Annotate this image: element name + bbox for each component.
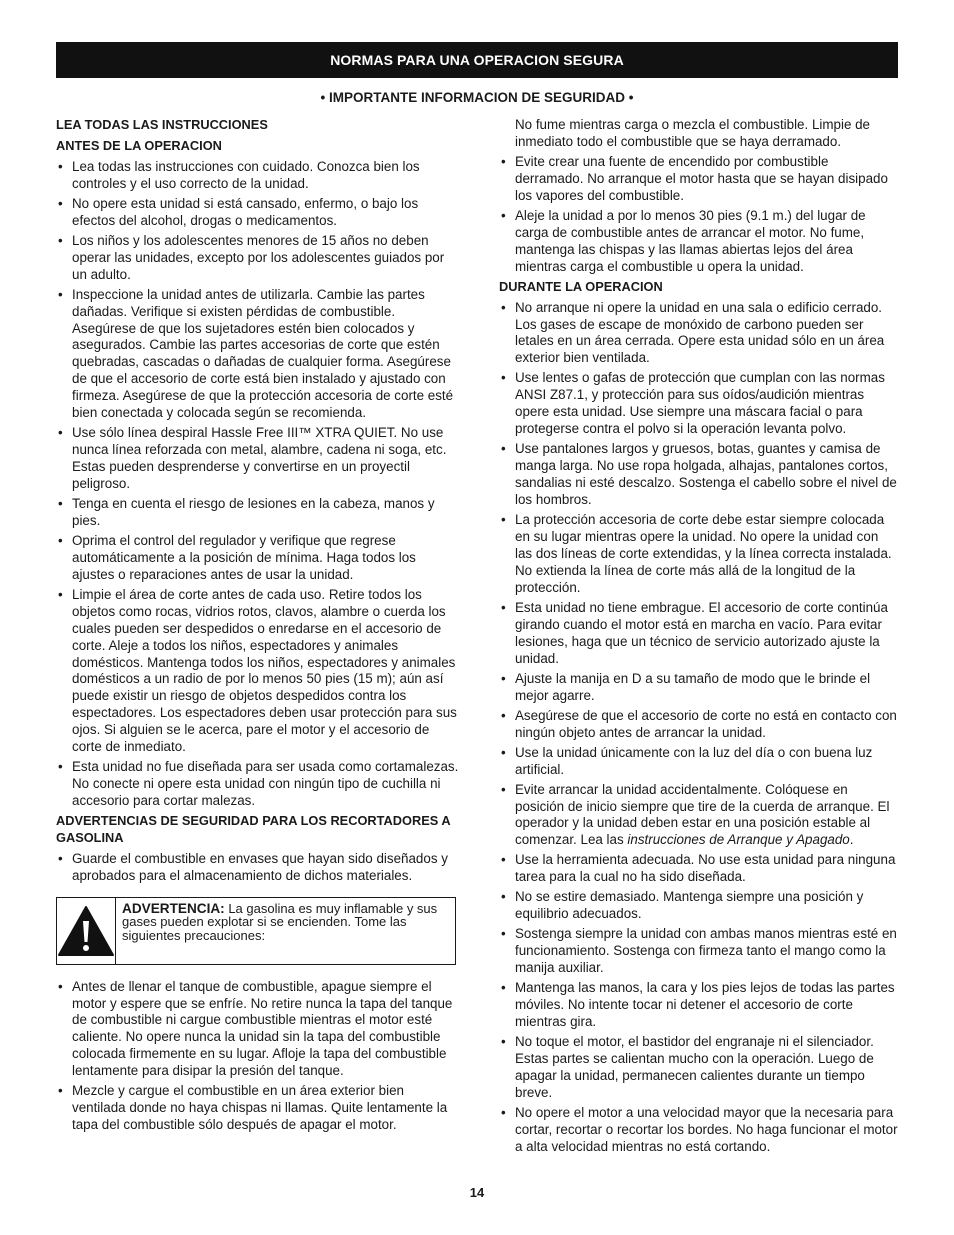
list-item: • Guarde el combustible en envases que hayan sido diseñados y aprobados para el almacenamiento de dichos materiales. bbox=[56, 851, 460, 885]
section-header-bar bbox=[56, 42, 898, 78]
warning-triangle-icon bbox=[57, 905, 115, 957]
before-operation-list bbox=[56, 159, 460, 810]
fuel-precautions-list bbox=[56, 979, 460, 1134]
fuel-ignition-list bbox=[499, 154, 899, 276]
warning-body: La gasolina es muy inflamable y sus gases pueden explotar si se encienden. Tome las siguientes precauciones: bbox=[122, 900, 438, 943]
section-title: NORMAS PARA UNA OPERACION SEGURA bbox=[330, 52, 624, 68]
list-item: • Use la herramienta adecuada. No use esta unidad para ninguna tarea para la cual no ha sido diseñada. bbox=[499, 852, 899, 886]
list-item: • Sostenga siempre la unidad con ambas manos mientras esté en funcionamiento. Sostenga con firmeza tanto el mango como la manija auxiliar. bbox=[499, 926, 899, 977]
list-item: • Inspeccione la unidad antes de utilizarla. Cambie las partes dañadas. Verifique si existen pérdidas de combustible. Asegúrese de que los sujetadores estén bien colocados y asegurados. Cambie las partes accesorias de corte que estén quebradas, cascadas o dañadas de cualquier forma. Asegúrese de que el accesorio de corte está bien instalado y ajustado con firmeza. Asegúrese de que la protección accesoria de corte esté bien conectada y colocada según se recomienda. bbox=[56, 287, 460, 422]
page-number: 14 bbox=[469, 1185, 485, 1200]
heading-gasoline-warnings: ADVERTENCIAS DE SEGURIDAD PARA LOS RECORTADORES A GASOLINA bbox=[56, 813, 451, 845]
list-item: • No opere el motor a una velocidad mayor que la necesaria para cortar, recortar o recortar los bordes. No haga funcionar el motor a alta velocidad mientras no está cortando. bbox=[499, 1105, 899, 1156]
continuation-text: No fume mientras carga o mezcla el combustible. Limpie de inmediato todo el combustible que se haya derramado. bbox=[515, 117, 871, 149]
list-item bbox=[499, 782, 899, 850]
list-item: • Oprima el control del regulador y verifique que regrese automáticamente a la posición de mínima. Haga todos los ajustes o reparaciones antes de usar la unidad. bbox=[56, 533, 460, 584]
list-item: • Evite crear una fuente de encendido por combustible derramado. No arranque el motor hasta que se hayan disipado los vapores del combustible. bbox=[499, 154, 899, 205]
start-item-end: . bbox=[849, 832, 854, 848]
list-item: • Mantenga las manos, la cara y los pies lejos de todas las partes móviles. No intente tocar ni detener el accesorio de corte mientras gira. bbox=[499, 980, 899, 1031]
list-item: • No arranque ni opere la unidad en una sala o edificio cerrado. Los gases de escape de monóxido de carbono pueden ser letales en un área cerrada. Opere esta unidad sólo en un área exterior bien ventilada. bbox=[499, 300, 899, 368]
during-operation-list bbox=[499, 300, 899, 1156]
list-item: • Tenga en cuenta el riesgo de lesiones en la cabeza, manos y pies. bbox=[56, 496, 460, 530]
list-item: • Use la unidad únicamente con la luz del día o con buena luz artificial. bbox=[499, 745, 899, 779]
warning-text bbox=[116, 898, 455, 964]
list-item: • Use pantalones largos y gruesos, botas, guantes y camisa de manga larga. No use ropa holgada, alhajas, pantalones cortos, sandalias ni esté descalzo. Sostenga el cabello sobre el nivel de los hombros. bbox=[499, 441, 899, 509]
start-item-italic: instrucciones de Arranque y Apagado bbox=[627, 832, 850, 848]
list-item: • Antes de llenar el tanque de combustible, apague siempre el motor y espere que se enfríe. No retire nunca la tapa del tanque de combustible ni cargue combustible mientras el motor esté caliente. No opere nunca la unidad sin la tapa del combustible colocada firmemente en su lugar. Afloje la tapa del combustible lentamente para disipar la presión del tanque. bbox=[56, 979, 460, 1080]
heading-read-instructions: LEA TODAS LAS INSTRUCCIONES bbox=[56, 117, 268, 132]
gasoline-list bbox=[56, 851, 460, 885]
right-column bbox=[499, 117, 899, 1159]
important-info-subheading: • IMPORTANTE INFORMACION DE SEGURIDAD • bbox=[320, 90, 634, 105]
heading-before-operation: ANTES DE LA OPERACION bbox=[56, 137, 222, 153]
list-item: • Use lentes o gafas de protección que cumplan con las normas ANSI Z87.1, y protección para sus oídos/audición mientras opere esta unidad. Use siempre una máscara facial o para protegerse contra el polvo si la operación levanta polvo. bbox=[499, 370, 899, 438]
warning-box bbox=[56, 897, 456, 965]
list-item: • No se estire demasiado. Mantenga siempre una posición y equilibrio adecuados. bbox=[499, 889, 899, 923]
list-item: • No toque el motor, el bastidor del engranaje ni el silenciador. Estas partes se calientan mucho con la operación. Luego de apagar la unidad, permanecen calientes durante un tiempo breve. bbox=[499, 1034, 899, 1102]
list-item: • Limpie el área de corte antes de cada uso. Retire todos los objetos como rocas, vidrios rotos, clavos, alambre o cuerda los cuales pueden ser despedidos o enredarse en el accesorio de corte. Aleje a todos los niños, espectadores y animales domésticos. Mantenga todos los niños, espectadores y animales domésticos a un radio de por lo menos 50 pies (15 m); aún así puede existir un riesgo de objetos despedidos contra los espectadores. Los espectadores deben usar protección para sus ojos. Si alguien se le acerca, pare el motor y el accesorio de corte de inmediato. bbox=[56, 587, 460, 756]
left-column bbox=[56, 117, 460, 1137]
warning-title: ADVERTENCIA: bbox=[122, 900, 225, 916]
list-item: • Asegúrese de que el accesorio de corte no está en contacto con ningún objeto antes de arrancar la unidad. bbox=[499, 708, 899, 742]
list-item: • Ajuste la manija en D a su tamaño de modo que le brinde el mejor agarre. bbox=[499, 671, 899, 705]
list-item: • Use sólo línea despiral Hassle Free III™ XTRA QUIET. No use nunca línea reforzada con metal, alambre, cadena ni soga, etc. Estas pueden desprenderse y convertirse en un proyectil peligroso. bbox=[56, 425, 460, 493]
list-item: • Mezcle y cargue el combustible en un área exterior bien ventilada donde no haya chispas ni llamas. Quite lentamente la tapa del combustible sólo después de apagar el motor. bbox=[56, 1083, 460, 1134]
start-item-text: Evite arrancar la unidad accidentalmente. Colóquese en posición de inicio siempre que tire de la cuerda de arranque. El operador y la unidad deben estar en una posición estable al comenzar. Lea las bbox=[515, 781, 890, 848]
warning-icon-cell bbox=[57, 898, 116, 964]
list-item: • Esta unidad no fue diseñada para ser usada como cortamalezas. No conecte ni opere esta unidad con ningún tipo de cuchilla ni accesorio para cortar malezas. bbox=[56, 759, 460, 810]
list-item: • La protección accesoria de corte debe estar siempre colocada en su lugar mientras opere la unidad. No opere la unidad con las dos líneas de corte extendidas, y la línea correcta instalada. No extienda la línea de corte más allá de la longitud de la protección. bbox=[499, 512, 899, 597]
list-item: • Aleje la unidad a por lo menos 30 pies (9.1 m.) del lugar de carga de combustible antes de arrancar el motor. No fume, mantenga las chispas y las llamas abiertas lejos del área mientras carga el combustible u opera la unidad. bbox=[499, 208, 899, 276]
list-item: • No opere esta unidad si está cansado, enfermo, o bajo los efectos del alcohol, drogas o medicamentos. bbox=[56, 196, 460, 230]
heading-during-operation: DURANTE LA OPERACION bbox=[499, 278, 663, 294]
list-item: • Esta unidad no tiene embrague. El accesorio de corte continúa girando cuando el motor está en marcha en vacío. Para evitar lesiones, haga que un técnico de servicio autorizado ajuste la unidad. bbox=[499, 600, 899, 668]
list-item: • Lea todas las instrucciones con cuidado. Conozca bien los controles y el uso correcto de la unidad. bbox=[56, 159, 460, 193]
list-item: • Los niños y los adolescentes menores de 15 años no deben operar las unidades, excepto por los adolescentes guiados por un adulto. bbox=[56, 233, 460, 284]
